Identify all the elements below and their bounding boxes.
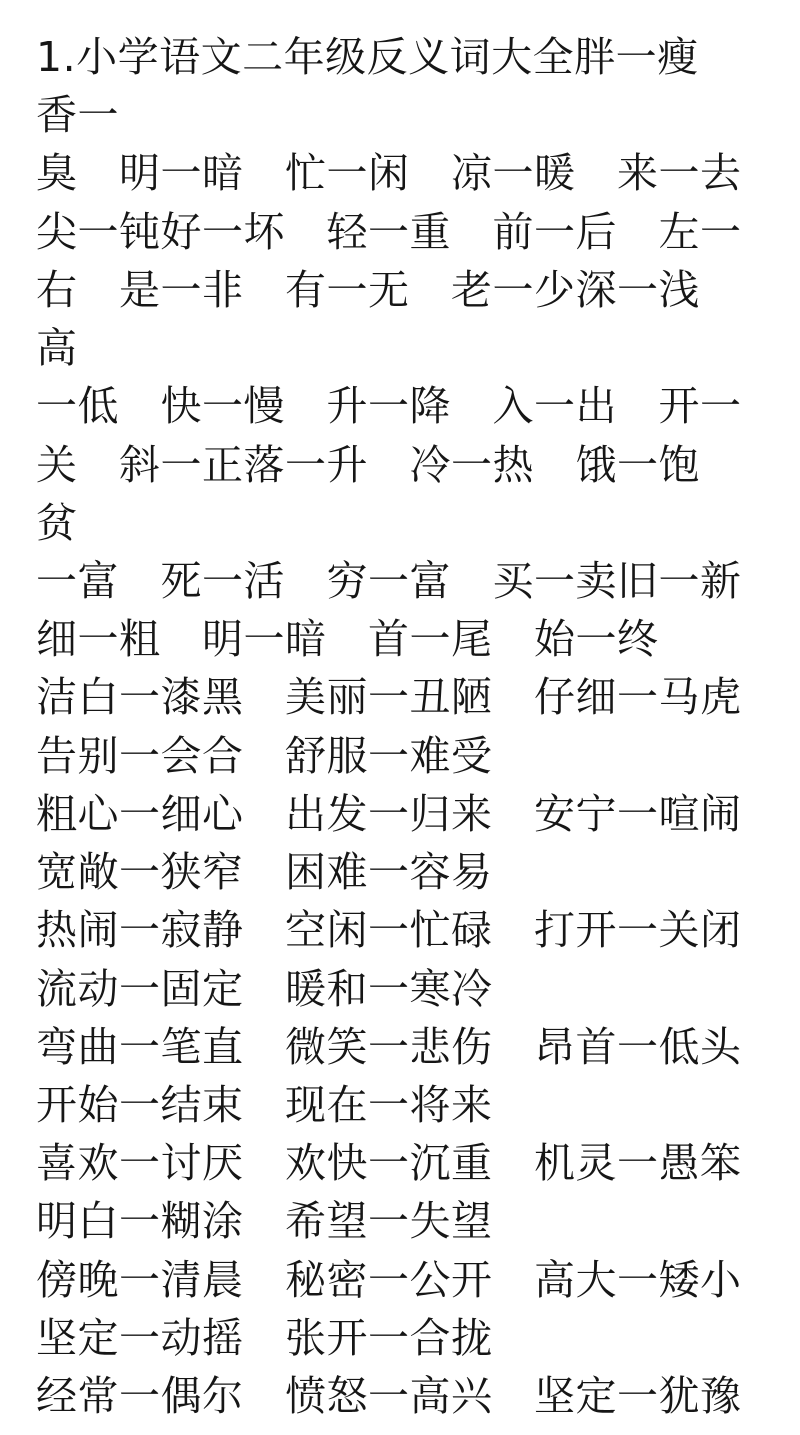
text-line: 经常一偶尔 愤怒一高兴 坚定一犹豫 xyxy=(36,1372,742,1421)
text-line: 关 斜一正落一升 冷一热 饿一饱 贫 xyxy=(36,440,742,547)
document-text-body xyxy=(36,28,770,1425)
text-line: 坚定一动摇 张开一合拢 xyxy=(36,1313,493,1362)
text-line: 明白一糊涂 希望一失望 xyxy=(36,1197,493,1246)
text-line: 一富 死一活 穷一富 买一卖旧一新 xyxy=(36,556,742,605)
text-line: 流动一固定 暖和一寒冷 xyxy=(36,964,493,1013)
text-line: 弯曲一笔直 微笑一悲伤 昂首一低头 xyxy=(36,1022,742,1071)
text-line: 喜欢一讨厌 欢快一沉重 机灵一愚笨 xyxy=(36,1139,742,1188)
text-line: 开始一结束 现在一将来 xyxy=(36,1080,493,1129)
text-line: 细一粗 明一暗 首一尾 始一终 xyxy=(36,615,659,664)
text-line: 告别一会合 舒服一难受 xyxy=(36,731,493,780)
text-line: 一低 快一慢 升一降 入一出 开一 xyxy=(36,382,742,431)
text-line: 傍晚一清晨 秘密一公开 高大一矮小 xyxy=(36,1255,742,1304)
text-line: 热闹一寂静 空闲一忙碌 打开一关闭 xyxy=(36,906,742,955)
text-line: 右 是一非 有一无 老一少深一浅 高 xyxy=(36,265,742,373)
text-line: 粗心一细心 出发一归来 安宁一喧闹 xyxy=(36,789,742,838)
text-line: 1.小学语文二年级反义词大全胖一瘦 香一 xyxy=(36,33,741,140)
text-line: 宽敞一狭窄 困难一容易 xyxy=(36,848,493,897)
text-line: 尖一钝好一坏 轻一重 前一后 左一 xyxy=(36,207,742,256)
text-line: 洁白一漆黑 美丽一丑陋 仔细一马虎 xyxy=(36,673,742,722)
text-line: 臭 明一暗 忙一闲 凉一暖 来一去 xyxy=(36,149,742,198)
